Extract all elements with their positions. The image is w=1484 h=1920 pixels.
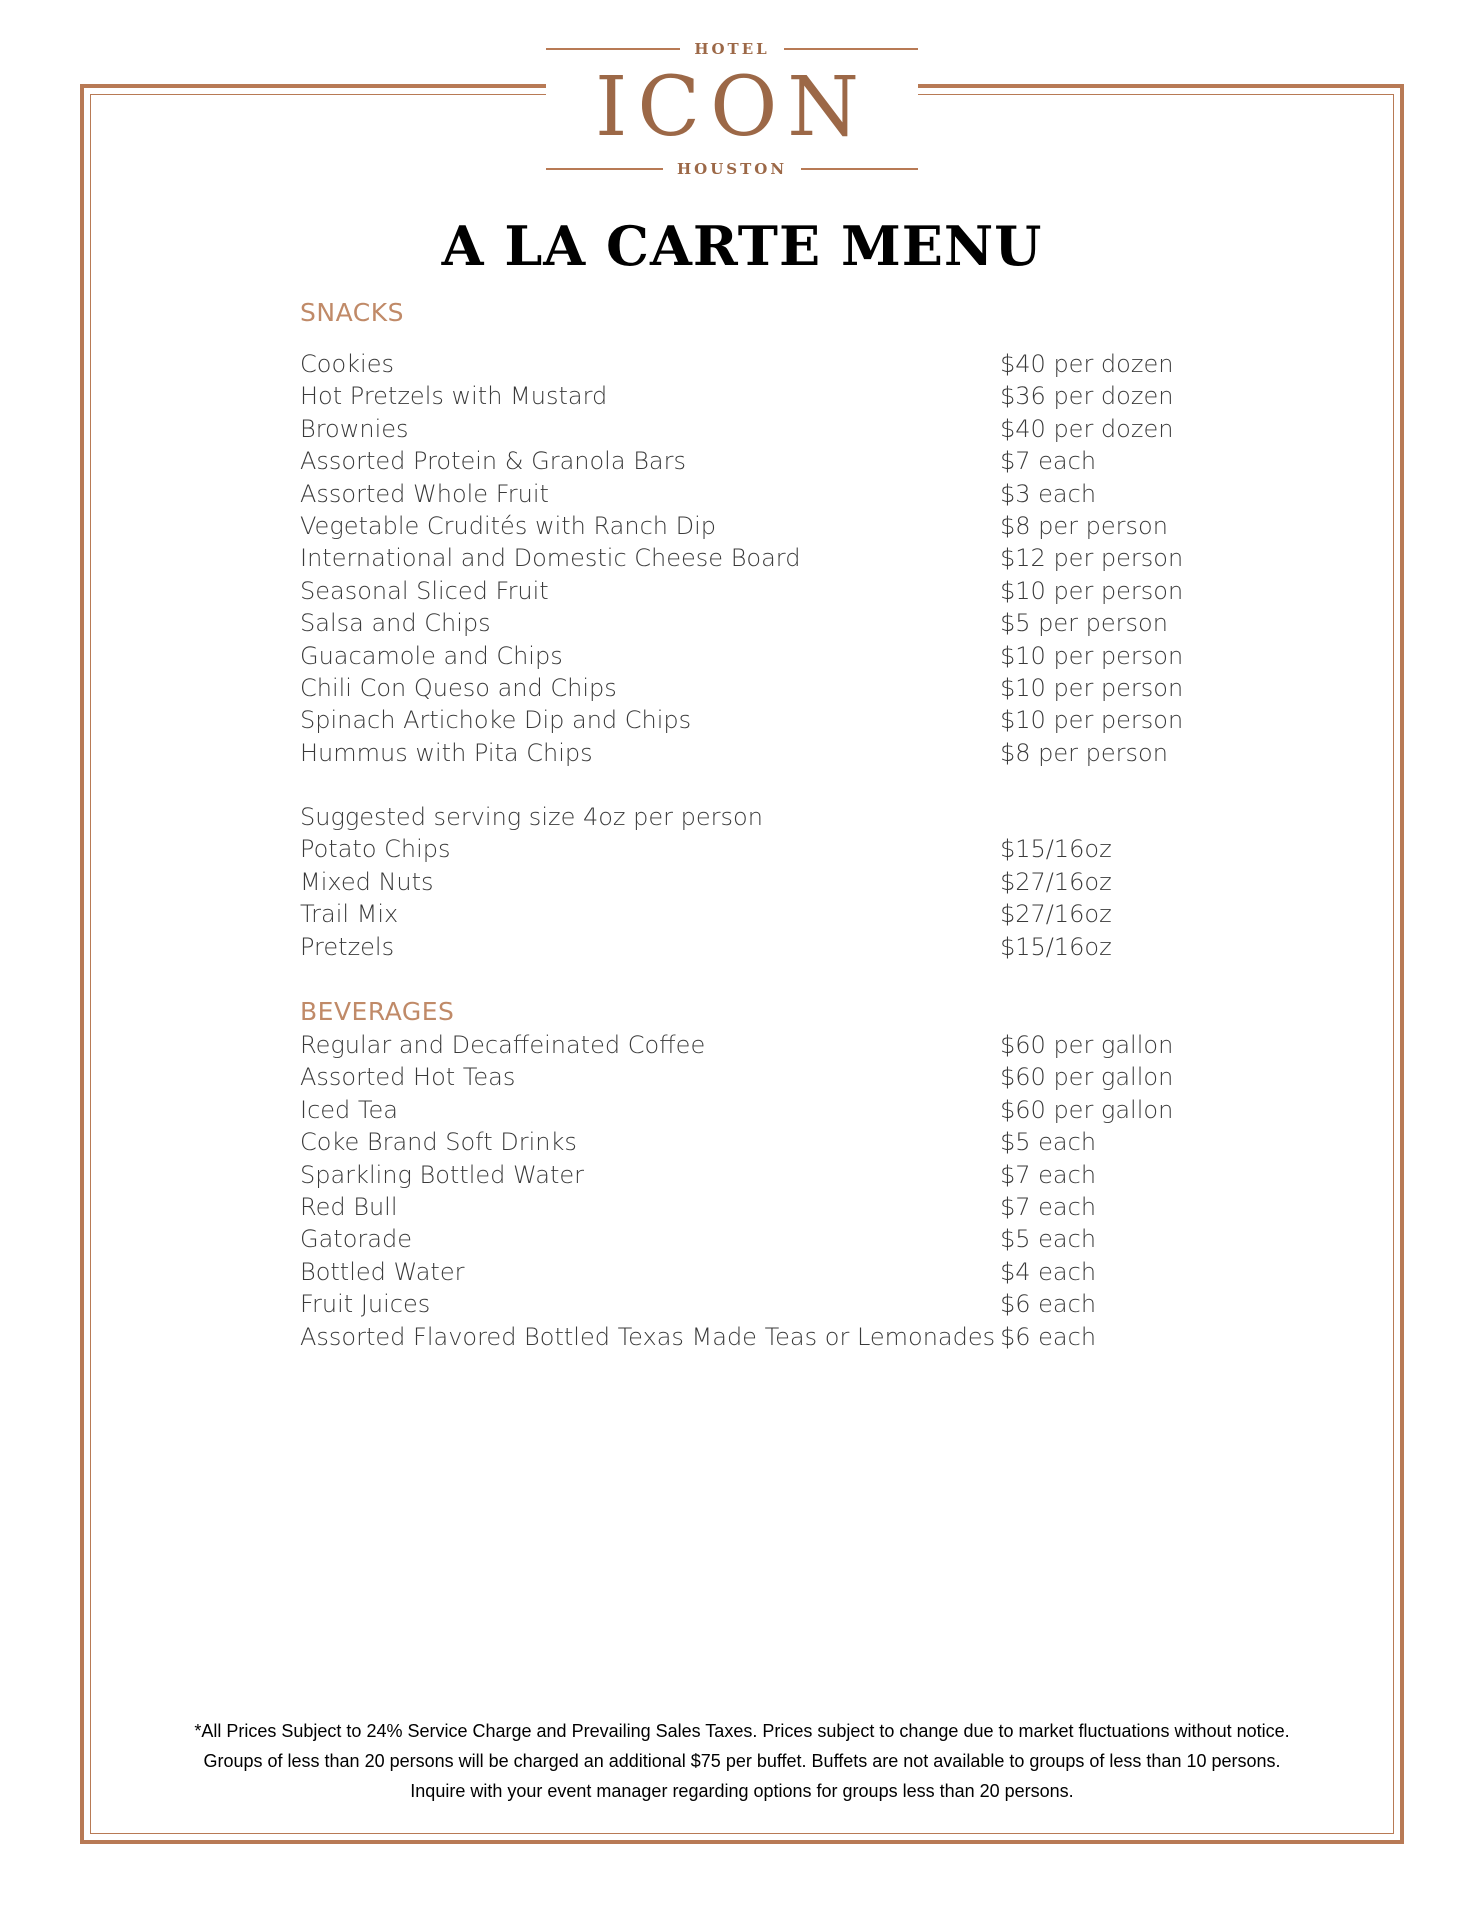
item-price: $10 per person — [1000, 673, 1184, 702]
item-price: $40 per dozen — [1000, 350, 1174, 378]
menu-item — [300, 478, 1200, 510]
item-name: Salsa and Chips — [300, 609, 491, 638]
menu-item — [300, 1223, 1200, 1255]
menu-item — [300, 542, 1200, 574]
footer-line-1: *All Prices Subject to 24% Service Charge and Prevailing Sales Taxes. Prices subject to change due to market fluctuations without notice. — [194, 1721, 1290, 1741]
item-name: Fruit Juices — [300, 1290, 431, 1319]
item-price: $12 per person — [1000, 544, 1184, 573]
item-price: $10 per person — [1000, 706, 1184, 735]
item-price: $10 per person — [1000, 641, 1184, 670]
menu-item — [300, 1191, 1200, 1223]
item-name: International and Domestic Cheese Board — [300, 544, 801, 573]
item-price: $5 per person — [1000, 609, 1168, 638]
menu-item — [300, 833, 1200, 865]
menu-item — [300, 640, 1200, 672]
item-name: Chili Con Queso and Chips — [300, 673, 617, 702]
item-price: $4 each — [1000, 1257, 1097, 1286]
item-name: Cookies — [300, 350, 394, 378]
menu-item — [300, 1029, 1200, 1061]
menu-item — [300, 704, 1200, 736]
page-title: A LA CARTE MENU — [441, 214, 1043, 278]
item-price: $15/16oz — [1000, 932, 1112, 961]
menu-list — [300, 296, 1200, 1353]
item-price: $7 each — [1000, 1160, 1097, 1189]
item-name: Hot Pretzels with Mustard — [300, 382, 608, 411]
menu-item — [300, 1061, 1200, 1093]
menu-item — [300, 1256, 1200, 1288]
item-name: Mixed Nuts — [300, 867, 434, 896]
item-name: Potato Chips — [300, 835, 451, 864]
item-name: Assorted Protein & Granola Bars — [300, 447, 686, 476]
logo-main-text: ICON — [594, 60, 870, 155]
item-price: $3 each — [1000, 479, 1097, 508]
menu-item — [300, 672, 1200, 704]
item-name: Red Bull — [300, 1192, 398, 1221]
item-name: Regular and Decaffeinated Coffee — [300, 1031, 706, 1060]
item-price: $6 each — [1000, 1322, 1097, 1351]
item-name: Assorted Flavored Bottled Texas Made Teas or Lemonades — [300, 1322, 996, 1351]
snacks-items — [300, 348, 1200, 769]
item-price: $60 per gallon — [1000, 1031, 1174, 1060]
item-price: $8 per person — [1000, 511, 1168, 540]
menu-item — [300, 1288, 1200, 1320]
footer-line-3: Inquire with your event manager regarding options for groups less than 20 persons. — [410, 1781, 1074, 1801]
menu-item — [300, 866, 1200, 898]
logo-bottom-text: HOUSTON — [676, 160, 788, 178]
item-price: $5 each — [1000, 1225, 1097, 1254]
item-name: Trail Mix — [300, 900, 399, 929]
item-name: Iced Tea — [300, 1095, 398, 1124]
menu-item — [300, 1126, 1200, 1158]
item-name: Pretzels — [300, 932, 395, 961]
menu-item — [300, 348, 1200, 380]
item-price: $15/16oz — [1000, 835, 1112, 864]
beverages-heading: BEVERAGES — [300, 997, 455, 1027]
menu-item — [300, 575, 1200, 607]
item-price: $36 per dozen — [1000, 382, 1174, 411]
snacks-heading: SNACKS — [300, 298, 404, 327]
item-name: Assorted Whole Fruit — [300, 479, 549, 508]
menu-item — [300, 931, 1200, 963]
item-name: Seasonal Sliced Fruit — [300, 576, 549, 605]
menu-item — [300, 510, 1200, 542]
footer-line-2: Groups of less than 20 persons will be charged an additional $75 per buffet. Buffets are not available to groups of less than 10 persons. — [203, 1751, 1281, 1771]
beverage-items — [300, 1029, 1200, 1353]
hotel-logo — [546, 40, 918, 190]
item-price: $10 per person — [1000, 576, 1184, 605]
menu-item — [300, 737, 1200, 769]
item-price: $5 each — [1000, 1128, 1097, 1157]
item-name: Gatorade — [300, 1225, 412, 1254]
item-price: $27/16oz — [1000, 867, 1112, 896]
item-name: Guacamole and Chips — [300, 641, 563, 670]
item-name: Coke Brand Soft Drinks — [300, 1128, 577, 1157]
item-name: Brownies — [300, 414, 409, 443]
menu-item — [300, 1094, 1200, 1126]
menu-item — [300, 380, 1200, 412]
bulk-snack-items — [300, 833, 1200, 963]
item-price: $60 per gallon — [1000, 1095, 1174, 1124]
serving-size-note: Suggested serving size 4oz per person — [300, 803, 763, 832]
menu-item — [300, 445, 1200, 477]
menu-item — [300, 1321, 1200, 1353]
item-price: $60 per gallon — [1000, 1063, 1174, 1092]
item-price: $40 per dozen — [1000, 414, 1174, 443]
menu-item — [300, 413, 1200, 445]
item-name: Bottled Water — [300, 1257, 465, 1286]
item-price: $7 each — [1000, 447, 1097, 476]
item-price: $6 each — [1000, 1290, 1097, 1319]
item-price: $7 each — [1000, 1192, 1097, 1221]
menu-item — [300, 607, 1200, 639]
item-name: Hummus with Pita Chips — [300, 738, 593, 767]
footer-notes — [90, 1716, 1394, 1806]
item-name: Sparkling Bottled Water — [300, 1160, 584, 1189]
menu-item — [300, 1159, 1200, 1191]
item-name: Assorted Hot Teas — [300, 1063, 516, 1092]
item-name: Vegetable Crudités with Ranch Dip — [300, 511, 716, 540]
logo-top-text: HOTEL — [694, 40, 770, 58]
item-price: $27/16oz — [1000, 900, 1112, 929]
item-name: Spinach Artichoke Dip and Chips — [300, 706, 692, 735]
item-price: $8 per person — [1000, 738, 1168, 767]
menu-item — [300, 898, 1200, 930]
